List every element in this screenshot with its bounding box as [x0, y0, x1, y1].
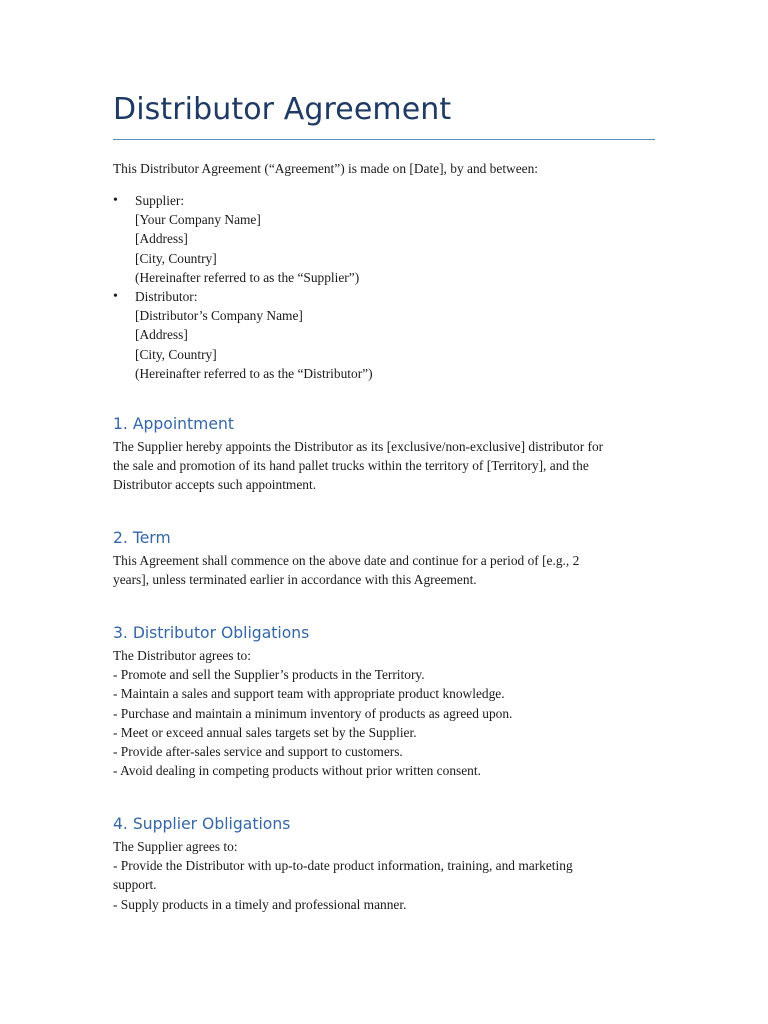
section-body	[113, 437, 658, 495]
body-line: - Provide the Distributor with up-to-date product information, training, and marketing	[113, 858, 573, 874]
party-line: [City, Country]	[135, 346, 217, 362]
party-distributor	[113, 287, 373, 383]
body-line: years], unless terminated earlier in accordance with this Agreement.	[113, 572, 477, 588]
party-line: Distributor:	[135, 289, 198, 305]
body-line: This Agreement shall commence on the above date and continue for a period of [e.g., 2	[113, 553, 580, 568]
section-body	[113, 837, 658, 914]
body-line: Distributor accepts such appointment.	[113, 477, 317, 493]
section-body	[113, 646, 658, 780]
body-line: support.	[113, 877, 157, 893]
party-line: Supplier:	[135, 193, 185, 208]
body-line: - Purchase and maintain a minimum inventory of products as agreed upon.	[113, 705, 513, 721]
body-line: the sale and promotion of its hand pallet trucks within the territory of [Territory], and the	[113, 458, 589, 474]
section-heading: 3. Distributor Obligations	[113, 624, 310, 642]
body-line: - Promote and sell the Supplier’s products in the Territory.	[113, 667, 425, 683]
section-heading: 1. Appointment	[113, 415, 234, 433]
bullet-marker: •	[113, 289, 118, 305]
body-line: - Meet or exceed annual sales targets set by the Supplier.	[113, 724, 417, 740]
body-line: - Avoid dealing in competing products without prior written consent.	[113, 763, 481, 779]
section-distributor-obligations	[113, 623, 658, 780]
section-heading: 4. Supplier Obligations	[113, 815, 291, 833]
intro-paragraph: This Distributor Agreement (“Agreement”) is made on [Date], by and between:	[113, 161, 539, 176]
section-heading: 2. Term	[113, 529, 171, 547]
party-line: [Your Company Name]	[135, 212, 261, 228]
party-line: [Address]	[135, 327, 188, 343]
bullet-marker: •	[113, 193, 118, 208]
section-appointment	[113, 414, 658, 495]
party-line: [Distributor’s Company Name]	[135, 308, 303, 324]
party-line: (Hereinafter referred to as the “Distributor”)	[135, 365, 373, 381]
body-line: The Supplier agrees to:	[113, 839, 238, 854]
party-line: [City, Country]	[135, 250, 217, 266]
section-supplier-obligations	[113, 814, 658, 914]
body-line: The Distributor agrees to:	[113, 648, 251, 663]
party-line: [Address]	[135, 231, 188, 247]
document-title: Distributor Agreement	[113, 92, 452, 127]
section-body	[113, 551, 658, 589]
party-supplier	[113, 191, 373, 287]
title-underline	[113, 139, 655, 140]
section-term	[113, 528, 658, 589]
body-line: - Provide after-sales service and support to customers.	[113, 744, 403, 760]
parties-list	[113, 191, 373, 383]
party-line: (Hereinafter referred to as the “Supplier”)	[135, 269, 360, 285]
body-line: - Supply products in a timely and professional manner.	[113, 896, 407, 912]
body-line: The Supplier hereby appoints the Distributor as its [exclusive/non-exclusive] distributor for	[113, 439, 604, 454]
body-line: - Maintain a sales and support team with appropriate product knowledge.	[113, 686, 505, 702]
